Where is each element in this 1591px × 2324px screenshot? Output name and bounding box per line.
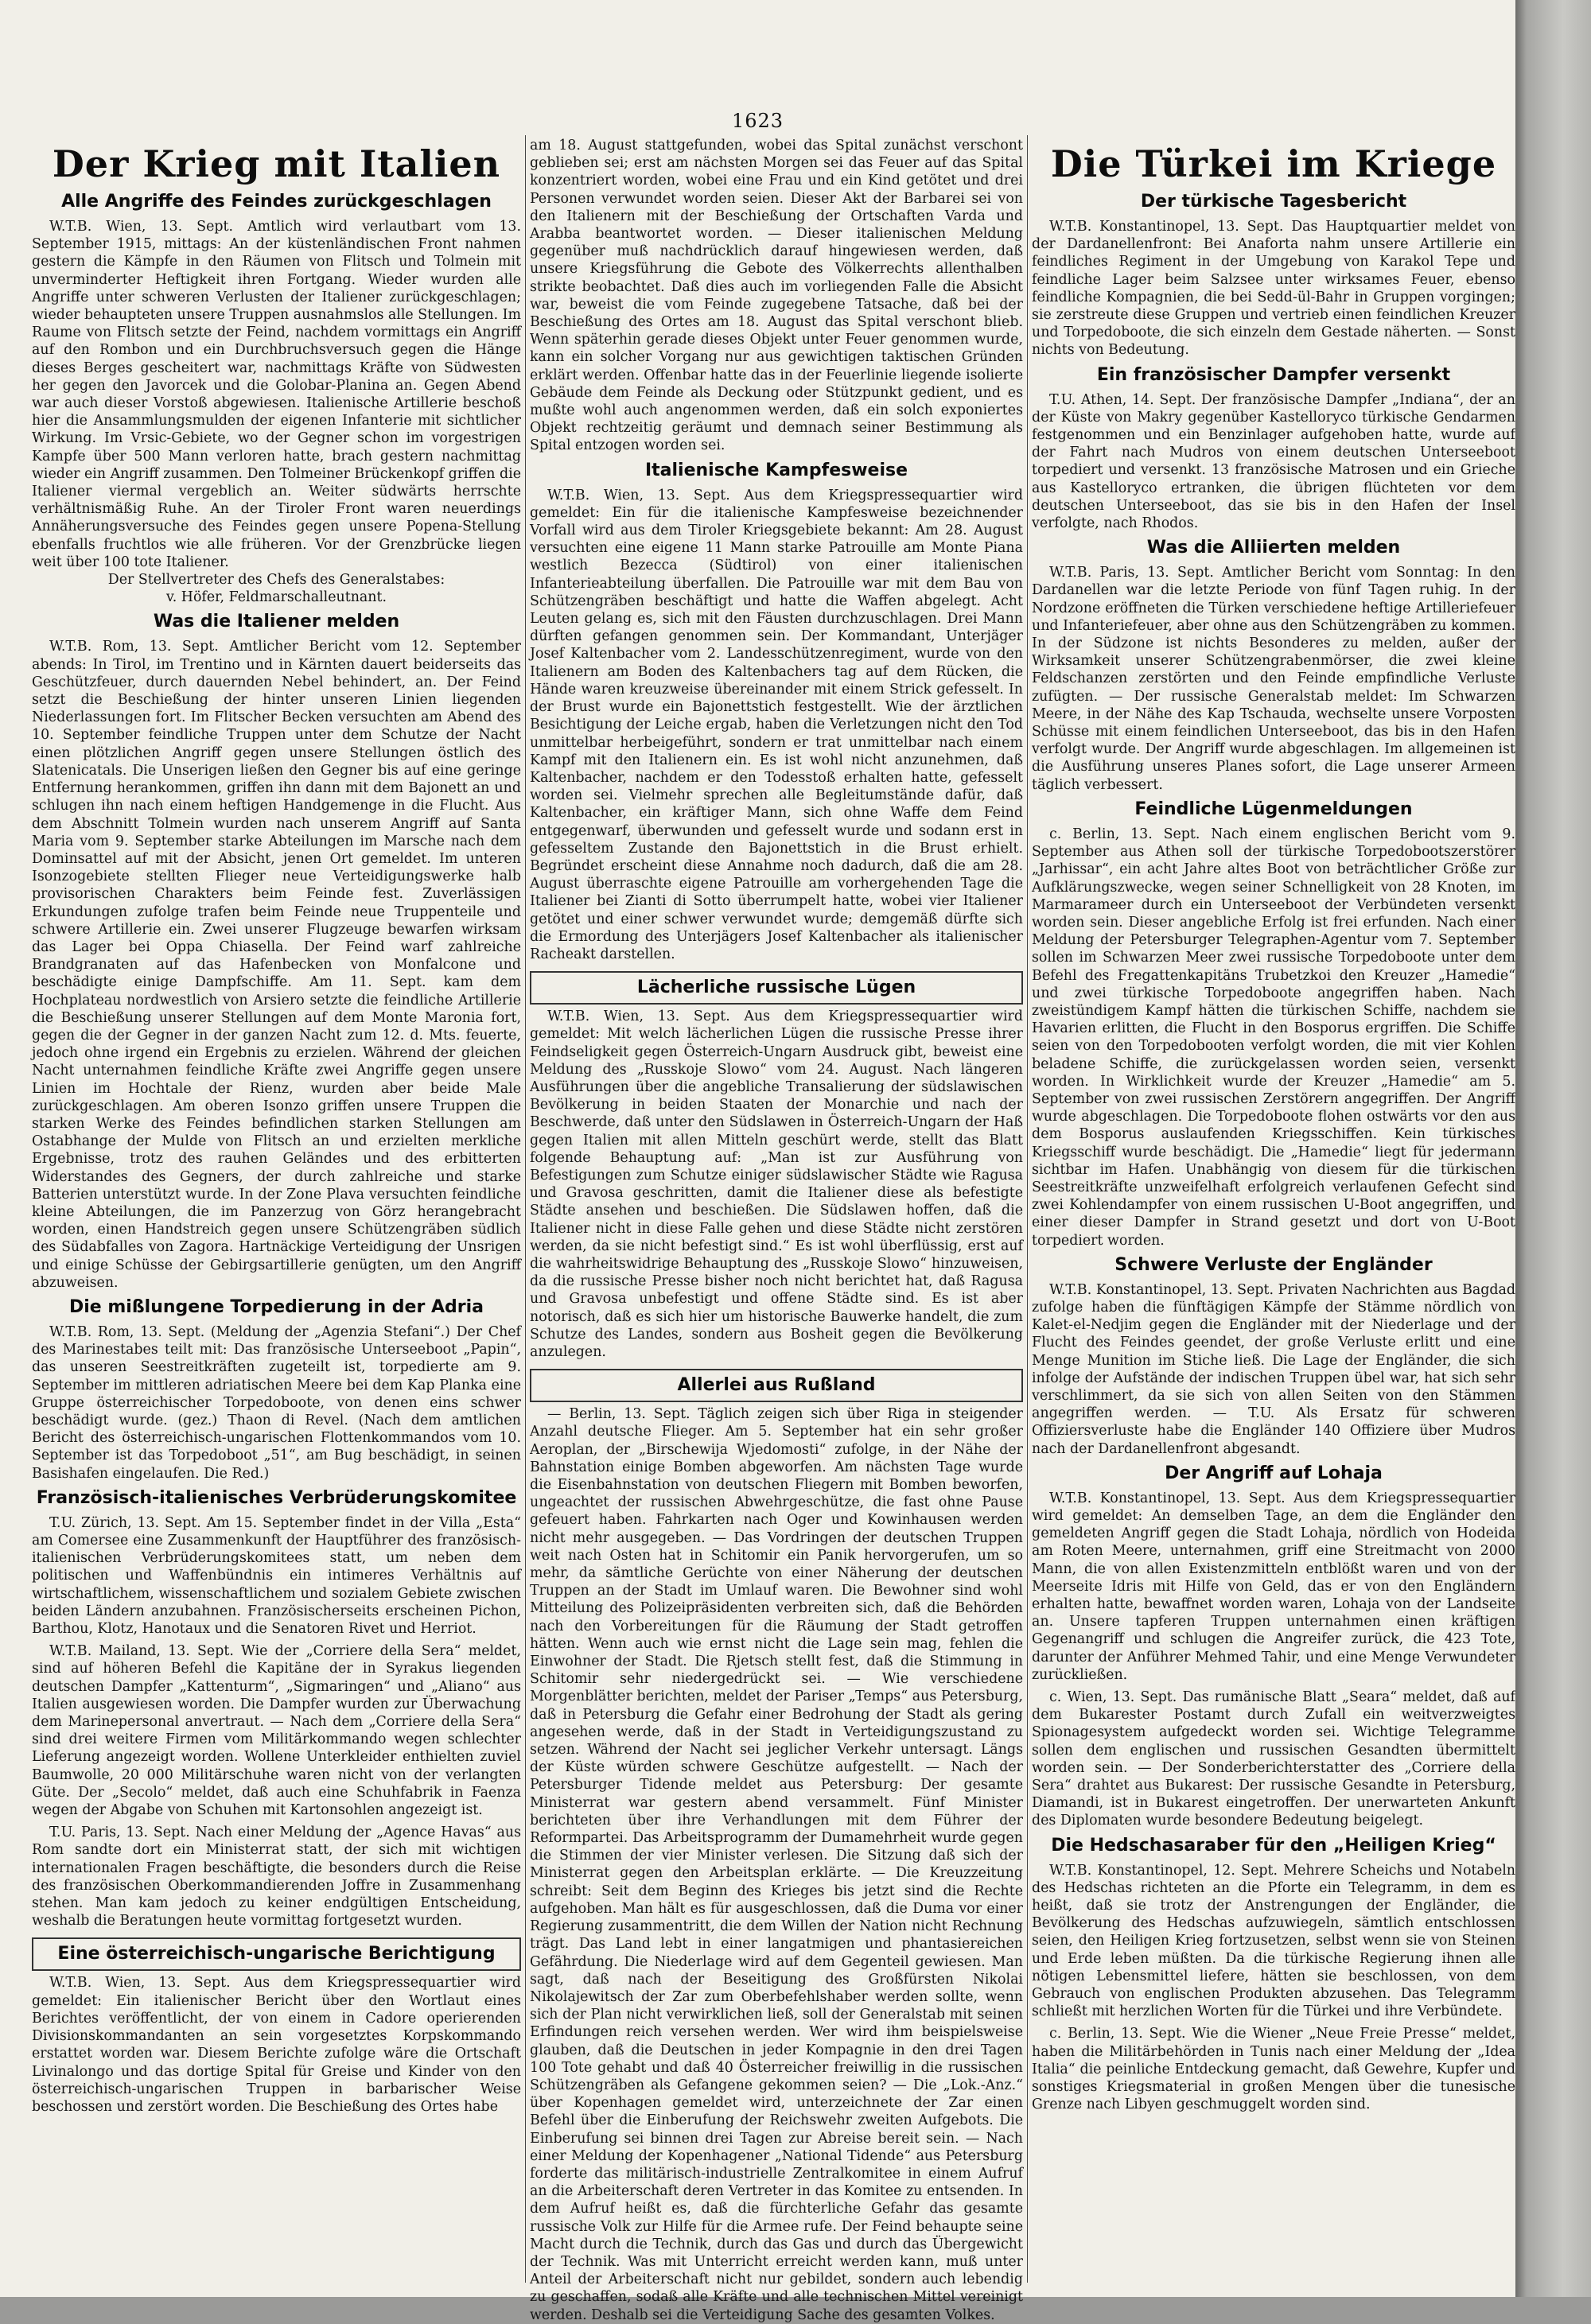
article-text: W.T.B. Mailand, 13. Sept. Wie der „Corriere della Sera“ meldet, sind auf höheren Befehl die Kapitäne der in Syrakus liegenden deutschen Dampfer „Kattenturm“, „Sigmaringen“ und „Aliano“ aus Italien ausgewiesen worden. Die Dampfer wurden zur Überwachung dem Marinepersonal anvertraut. — Nach dem „Corriere della Sera“ sind drei weitere Firmen vom Militärkommando wegen schlechter Lieferung angezeigt worden. Wollene Unterkleider enthielten zuviel Baumwolle, 20 000 Militärschuhe waren nicht von der verlangten Güte. Der „Secolo“ meldet, daß auch eine Schuhfabrik in Faenza wegen der Abgabe von Schuhen mit Kartonsohlen angezeigt ist. xyxy=(32,1643,521,1819)
article-title: Eine österreichisch-ungarische Berichtigung xyxy=(57,1944,496,1965)
article-signature: Der Stellvertreter des Chefs des Generalstabes: xyxy=(107,572,445,589)
article-title: Schwere Verluste der Engländer xyxy=(1114,1254,1433,1275)
article-text: W.T.B. Rom, 13. Sept. (Meldung der „Agenzia Stefani“.) Der Chef des Marinestabes teilt mit: Das französische Unterseeboot „Papin“, das unseren Seestreitkräften zugeteilt ist, torpedierte am 9. September im mittleren adriatischen Meere bei dem Kap Planka eine Gruppe österreichischer Torpedoboote, von denen eins schwer beschädigt wurde. (gez.) Thaon di Revel. (Nach dem amtlichen Bericht des österreichisch-ungarischen Flottenkommandos vom 10. September ist das Torpedoboot „51“, am Bug beschädigt, in seinen Basishafen eingelaufen. Die Red.) xyxy=(32,1323,521,1482)
article-title: Die mißlungene Torpedierung in der Adria xyxy=(68,1296,484,1317)
article-text: W.T.B. Konstantinopel, 13. Sept. Aus dem Kriegspressequartier wird gemeldet: An demselben Tage, an dem die Engländer den gemeldeten Angriff gegen die Stadt Lohaja, nördlich von Hodeida am Roten Meere, unternahmen, griff eine Streitmacht von 2000 Mann, die von allen Existenzmitteln entblößt waren und von der Meerseite Idris mit Hilfe von Geld, das er von den Engländern erhalten hatte, bewaffnet worden waren, Lohaja von der Landseite an. Unsere tapferen Truppen unternahmen einen kräftigen Gegenangriff und schlugen die Angreifer zurück, die 423 Tote, darunter der Anführer Mehmed Tahir, und eine Menge Verwundeter zurückließen. xyxy=(1032,1490,1515,1683)
article-text: W.T.B. Paris, 13. Sept. Amtlicher Bericht vom Sonntag: In den Dardanellen war die letzte Periode von fünf Tagen ruhig. In der Nordzone eröffneten die Türken verschiedene heftige Artilleriefeuer und Infanteriefeuer, aber ohne aus den Schützengräben zu kommen. In der Südzone ist nichts Besonderes zu melden, außer der Wirksamkeit unserer Schützengrabenmörser, die zwei kleine Feldschanzen zerstörten und den Feinde empfindliche Verluste zufügten. — Der russische Generalstab meldet: Im Schwarzen Meere, in der Nähe des Kap Tschauda, wechselte unsere Vorposten Schüsse mit einem feindlichen Unterseeboot, das bis in den Hafen verfolgt wurde. Der Angriff wurde abgeschlagen. Im allgemeinen ist die Ausführung unseres Planes sofort, die Lage unserer Armeen täglich verbessert. xyxy=(1032,565,1515,793)
article-title: Was die Italiener melden xyxy=(153,612,400,632)
article-text: W.T.B. Rom, 13. Sept. Amtlicher Bericht vom 12. September abends: In Tirol, im Trentino und in Kärnten dauert beiderseits das Geschützfeuer, durch dauernden Nebel behindert, an. Der Feind setzt die Beschießung der hinter unseren Linien liegenden Niederlassungen fort. Im Flitscher Becken versuchten am Abend des 10. September feindliche Truppen unter dem Schutze der Nacht einen plötzlichen Angriff gegen unsere Stellungen östlich des Slatenicatals. Die Unserigen ließen den Gegner bis auf eine geringe Entfernung herankommen, griffen ihn dann mit dem Bajonett an und schlugen ihn nach einem heftigen Handgemenge in die Flucht. Aus dem Abschnitt Tolmein wurden nach unserem Angriff auf Santa Maria vom 9. September starke Abteilungen im Marsche nach dem Dominsattel auf mit der Absicht, jenen Ort gemeldet. Im unteren Isonzogebiete stellten Flieger neue Verteidigungswerke halb provisorischen Charakters beim Feinde fest. Zuverlässigen Erkundungen zufolge trafen beim Feinde neue Truppenteile und schwere Artillerie ein. Zwei unserer Flugzeuge bewarfen wirksam das Lager bei Oppa Chiasella. Der Feind warf zahlreiche Brandgranaten auf das Hafenbecken von Monfalcone und beschädigte einige Dampfschiffe. Am 11. Sept. kam dem Hochplateau nordwestlich von Arsiero setzte die feindliche Artillerie die Beschießung unserer Stellungen auf dem Monte Maronia fort, gegen die der Gegner in der ganzen Nacht zum 12. d. Mts. feuerte, jedoch ohne irgend ein Ergebnis zu erzielen. Während der gleichen Nacht unternahmen feindliche Kräfte zwei Angriffe gegen unsere Linien im Hochtale der Rienz, wurden aber beide Male zurückgeschlagen. Am oberen Isonzo griffen unsere Truppen die starken Werke des Feindes befindlichen starken Stellungen am Ostabhange der Mulde von Flitsch an und erzielten merkliche Ergebnisse, trotz des rauhen Geländes und des erbitterten Widerstandes des Gegners, der durch zahlreiche und starke Batterien unterstützt wurde. In der Zone Plava versuchten feindliche kleine Abteilungen, die im Panzerzug von Görz herangebracht worden, einen Handstreich gegen unsere Schützengräben südlich des Südabfalles von Zagora. Hartnäckige Verteidigung der Unsrigen und einige Schüsse der Gebirgsartillerie genügten, um den Angriff abzuweisen. xyxy=(32,639,521,1291)
article-text: W.T.B. Wien, 13. Sept. Aus dem Kriegspressequartier wird gemeldet: Mit welch lächerlichen Lügen die russische Presse ihrer Feindseligkeit gegen Österreich-Ungarn Ausdruck gibt, beweist eine Meldung des „Russkoje Slowo“ vom 24. August. Nach längeren Ausführungen über die angebliche Transalierung der südslawischen Bevölkerung in beiden Staaten der Monarchie und nach der Beschwerde, daß unter den Südslawen in Österreich-Ungarn der Haß gegen Italien mit allen Mitteln geschürt werde, stellt das Blatt folgende Behauptung auf: „Man ist zur Ausführung von Befestigungen zum Schutze einiger südslawischer Städte wie Ragusa und Gravosa geschritten, damit die Italiener diese als befestigte Städte ansehen und beschießen. Die Südslawen hoffen, daß die Italiener nicht in diese Falle gehen und diese Städte nicht zerstören werden, da sie nicht befestigt sind.“ Es ist wohl überflüssig, erst auf die wahrheitswidrige Behauptung des „Russkoje Slowo“ hinzuweisen, da die russische Presse bisher noch nicht berichtet hat, daß Ragusa und Gravosa unbefestigt und offene Städte sind. Es ist aber notorisch, daß es sich hier um historische Bauwerke handelt, die zum Schutze des Landes, sondern aus Bosheit gegen die Bevölkerung anzulegen. xyxy=(530,1008,1023,1360)
article-title: Der Angriff auf Lohaja xyxy=(1165,1463,1383,1483)
article-text: c. Berlin, 13. Sept. Nach einem englischen Bericht vom 9. September aus Athen soll der türkische Torpedobootszerstörer „Jarhissar“, ein acht Jahre altes Boot von beträchtlicher Größe zur Aufklärungszwecke, wegen seiner Schnelligkeit von 28 Knoten, im Marmarameer durch ein Unterseeboot der Verbündeten versenkt worden sein. Dieser angebliche Erfolg ist frei erfunden. Nach einer Meldung der Petersburger Telegraphen-Agentur vom 7. September sollen im Schwarzen Meer zwei russische Torpedoboote unter dem Befehl des Fregattenkapitäns Trubetzkoi den Kreuzer „Hamedie“ und zwei türkische Torpedoboote angegriffen haben. Nach zweistündigem Kampf hätten die türkischen Schiffe, nachdem sie Havarien erlitten, die Flucht in den Bosporus ergriffen. Die Schiffe seien von den Torpedobooten verfolgt worden, die mit vier Kohlen beladene Schiffe, die zurückgelassen worden seien, versenkt worden. In Wirklichkeit wurde der Kreuzer „Hamedie“ am 5. September von zwei russischen Zerstörern angegriffen. Der Angriff wurde abgeschlagen. Die Torpedoboote flohen ostwärts vor den aus dem Bosporus auslaufenden Kriegsschiffen. Kein türkisches Kriegsschiff wurde beschädigt. Die „Hamedie“ liegt für jedermann sichtbar im Hafen. Unabhängig von diesem für die türkischen Seestreitkräfte unzweifelhaft erfolgreich verlaufenen Gefecht sind zwei Kohlendampfer von einem russischen U-Boot angegriffen, und einer dieser Dampfer in Strand gesetzt und dort von U-Boot torpediert worden. xyxy=(1032,826,1515,1249)
boxed-article xyxy=(530,971,1023,1005)
article-text: W.T.B. Konstantinopel, 12. Sept. Mehrere Scheichs und Notabeln des Hedschas richteten an die Pforte ein Telegramm, in dem es heißt, daß sie trotz der Anstrengungen der Engländer, die Bevölkerung des Hedschas aufzuwiegeln, sämtlich entschlossen seien, den Heiligen Krieg fortzusetzen, selbst wenn sie von Steinen und Erde leben müßten. Da die türkische Regierung ihnen alle nötigen Lebensmittel liefere, hätten sie beschlossen, von dem Gebrauch von englischen Produkten abzusehen. Das Telegramm schließt mit herzlichen Worten für die Türkei und ihre Verbündete. xyxy=(1032,1862,1515,2020)
column-rule xyxy=(1027,135,1028,2283)
article-title: Was die Alliierten melden xyxy=(1146,538,1401,558)
article-text: T.U. Paris, 13. Sept. Nach einer Meldung der „Agence Havas“ aus Rom sandte dort ein Ministerrat statt, der sich mit wichtigen internationalen Fragen beschäftigte, die besonders durch die Reise des französischen Oberkommandierenden Joffre in Zusammenhang stehen. Man kam jedoch zu keiner endgültigen Entscheidung, weshalb die Beratungen heute vormittag fortgesetzt wurden. xyxy=(32,1825,521,1930)
left-column xyxy=(32,137,521,2284)
article-title: Der türkische Tagesbericht xyxy=(1140,192,1407,212)
article-text: — Berlin, 13. Sept. Täglich zeigen sich über Riga in steigender Anzahl deutsche Flieger. Am 5. September hat ein sehr großer Aeroplan, der „Birschewija Wjedomosti“ zufolge, in der Nähe der Bahnstation einige Bomben abgeworfen. Am nächsten Tage wurde die Eisenbahnstation von deutschen Fliegern mit Bomben beworfen, ungeachtet der russischen Abwehrgeschütze, die fast ohne Pause gefeuert haben. Fahrkarten nach Oger und Kowinhausen werden nicht mehr ausgegeben. — Das Vordringen der deutschen Truppen weit nach Osten hat in Schitomir ein Panik hervorgerufen, um so mehr, da sämtliche Gerüchte von einer Näherung der deutschen Truppen an der Stadt im Umlauf waren. Die Bewohner sind wohl Mitteilung des Polizeipräsidenten verbreiten sich, daß die Behörden nach den Vorbereitungen für die Räumung der Stadt getroffen hätten. Wenn auch wie ernst nicht die Lage sein mag, fehlen die Einwohner der Stadt. Die Rjetsch stellt fest, daß die Stimmung in Schitomir sehr niedergedrückt sei. — Wie verschiedene Morgenblätter berichten, meldet der Pariser „Temps“ aus Petersburg, daß in Petersburg die Gefahr einer Bedrohung der Stadt als gering angesehen werde, daß in der Stadt in Verteidigungszustand zu setzen. Während der Nacht sei jeglicher Verkehr untersagt. Längs der Küste würden schwere Geschütze aufgestellt. — Nach der Petersburger Tidende meldet aus Petersburg: Der gesamte Ministerrat war gestern abend versammelt. Fünf Minister berichteten über ihre Verhandlungen mit dem Führer der Reformpartei. Das Arbeitsprogramm der Dumamehrheit wurde gegen die Stimmen der vier Minister verlesen. Die Sitzung daß sich der Ministerrat gegen den Arbeitsplan erklärte. — Die Kreuzzeitung schreibt: Seit dem Beginn des Krieges bis jetzt sind die Rechte aufgehoben. Man hält es für ausgeschlossen, daß die Duma vor einer Regierung zusammentritt, die dem Willen der Nation nicht Rechnung trägt. Das Land lebt in einer langatmigen und phantasiereichen Gefährdung. Die Niederlage wird auf dem Gegenteil gewiesen. Man sagt, daß nach der Beseitigung des Großfürsten Nikolai Nikolajewitsch der Zar zum Oberbefehlshaber werden sollte, wenn sich der Plan nicht verwirklichen ließ, soll der Generalstab mit seinen Erfindungen reich versehen werden. Wer wird ihm beispielsweise glauben, daß die Deutschen in jeder Kompagnie in den drei Tagen 100 Tote gehabt und daß 40 Österreicher freiwillig in die russischen Schützengräben als Gefangene gekommen seien? — Die „Lok.-Anz.“ über Kopenhagen gemeldet wird, unterzeichnete der Zar einen Befehl über die Einberufung der Reichswehr zweiten Aufgebots. Die Einberufung sei binnen drei Tagen zur Abreise bereit sein. — Nach einer Meldung der Kopenhagener „National Tidende“ aus Petersburg forderte das militärisch-industrielle Zentralkomitee in einem Aufruf an die Arbeiterschaft deren Vertreter in das Komitee zu entsenden. In dem Aufruf heißt es, daß die fürchterliche Gefahr das gesamte russische Volk zur Hilfe für die Armee rufe. Der Feind behaupte seine Macht durch die Technik, durch das Gas und durch das Übergewicht der Technik. Was mit Unterricht erreicht werden kann, muß unter Anteil der Arbeiterschaft nicht nur gebildet, sondern auch lebendig zu geschaffen, sodaß alle Kräfte und alle technischen Mittel vereinigt werden. Deshalb sei die Verteidigung Sache des gesamten Volkes. xyxy=(530,1406,1023,2323)
boxed-article xyxy=(32,1937,521,1971)
article-text: W.T.B. Konstantinopel, 13. Sept. Das Hauptquartier meldet von der Dardanellenfront: Bei Anaforta nahm unsere Artillerie ein feindliches Regiment in der Umgebung von Karakol Tepe und feindliche Lager beim Salzsee unter wirksames Feuer, ebenso feindliche Kompagnien, die bei Sedd-ül-Bahr in Gruppen vorgingen; sie zerstreute diese Gruppen und vertrieb einen feindlichen Kreuzer und Torpedoboote, die sich einzeln dem Gestade näherten. — Sonst nichts von Bedeutung. xyxy=(1032,219,1515,359)
column-rule xyxy=(525,135,526,2283)
article-text: T.U. Zürich, 13. Sept. Am 15. September findet in der Villa „Esta“ am Comersee eine Zusammenkunft der Hauptführer des französisch-italienischen Verbrüderungskomitees statt, um neben dem politischen und Waffenbündnis ein intimeres Verhältnis auf wirtschaftlichem, wissenschaftlichem und sozialem Gebiete zwischen beiden Ländern anzubahnen. Französischerseits erscheinen Pichon, Barthou, Klotz, Hanotaux und die Senatoren Rivet und Herriot. xyxy=(32,1514,521,1638)
article-text: W.T.B. Konstantinopel, 13. Sept. Privaten Nachrichten aus Bagdad zufolge haben die fünftägigen Kämpfe der Stämme nördlich von Kalet-el-Nedjim gegen die Engländer mit der Niederlage und der Flucht des Feindes geendet, der große Verluste erlitt und eine Menge Munition im Stiche ließ. Die Lage der Engländer, die sich infolge der Aufstände der indischen Truppen übel war, hat sich sehr verschlimmert, da sie sich von allen Seiten von den Stämmen angegriffen werden. — T.U. Als Ersatz für schweren Offiziersverluste habe die Engländer 140 Offiziere über Mudros nach der Dardanellenfront abgesandt. xyxy=(1032,1281,1515,1457)
article-text: W.T.B. Wien, 13. Sept. Aus dem Kriegspressequartier wird gemeldet: Ein italienischer Bericht über den Wortlaut eines Berichtes veröffentlicht, der von einem in Cadore operierenden Divisionskommandanten an sein vorgesetztes Korpskommando erstattet worden war. Diesem Berichte zufolge wäre die Ortschaft Livinalongo und das dortige Spital für Greise und Kinder von den österreichisch-ungarischen Truppen in barbarischer Weise beschossen und zerstört worden. Die Beschießung des Ortes habe xyxy=(32,1975,521,2115)
right-column xyxy=(1032,137,1515,2284)
article-text: T.U. Athen, 14. Sept. Der französische Dampfer „Indiana“, der an der Küste von Makry gegenüber Kastellorycо türkische Gendarmen festgenommen und ein Benzinlager aufgehoben hatte, wurde auf der Fahrt nach Mudros von einem deutschen Unterseeboot torpediert und versenkt. 13 französische Matrosen und ein Grieche aus Kastellorycо ertranken, die übrigen flüchteten vor dem deutschen Unterseeboot, das sie bis in den Hafen der Insel verfolgte, nach Rhodos. xyxy=(1032,391,1515,532)
article-signature: v. Höfer, Feldmarschalleutnant. xyxy=(165,589,387,606)
page-number: 1623 xyxy=(731,110,784,132)
article-text: W.T.B. Wien, 13. Sept. Amtlich wird verlautbart vom 13. September 1915, mittags: An der küstenländischen Front nahmen gestern die Kämpfe in den Räumen von Flitsch und Tolmein mit unverminderter Heftigkeit ihren Fortgang. Wieder wurden alle Angriffe unter schweren Verlusten der Italiener zurückgeschlagen; wieder behaupteten unsere Truppen ausnahmslos alle Stellungen. Im Raume von Flitsch setzte der Feind, nachdem vormittags ein Angriff auf den Rombon und ein Durchbruchsversuch gegen die Hänge dieses Berges gescheitert war, nachmittags Kräfte von Südwesten her gegen den Javorcek und die Golobar-Planina an. Gegen Abend war auch dieser Vorstoß abgewiesen. Italienische Artillerie beschoß hier die Ansammlungsmulden der eigenen Infanterie mit sichtlicher Wirkung. Im Vrsic-Gebiete, wo der Gegner schon im vorgestrigen Kampfe über 500 Mann verloren hatte, brach gestern nachmittag wieder ein Angriff zusammen. Den Tolmeiner Brückenkopf griffen die Italiener viermal vergeblich an. Weiter südwärts herrschte verhältnismäßig Ruhe. An der Tiroler Front waren neuerdings Annäherungsversuche des Feindes gegen unsere Popena-Stellung ebenfalls fruchtlos wie alle früheren. Vor der Grenzbrücke liegen weit über 100 tote Italiener. xyxy=(32,219,521,570)
article-text: am 18. August stattgefunden, wobei das Spital zunächst verschont geblieben sei; erst am nächsten Morgen sei das Feuer auf das Spital konzentriert worden, wobei eine Frau und ein Kind getötet und drei Personen verwundet worden seien. Dieser Akt der Barbarei sei von den Italienern mit der Beschießung der Ortschaften Varda und Arabba beantwortet worden. — Dieser italienischen Meldung gegenüber muß nachdrücklich darauf hingewiesen werden, daß unsere Kriegsführung die Gebote des Völkerrechts allenthalben strikte beobachtet. Daß dies auch im vorliegenden Falle die Absicht war, beweist die vom Feinde zugegebene Tatsache, daß bei der Beschießung des Ortes am 18. August das Spital verschont blieb. Wenn späterhin gerade dieses Objekt unter Feuer genommen wurde, kann ein solcher Vorgang nur aus gewichtigen taktischen Gründen erklärt werden. Offenbar hatte das in der Feuerlinie liegende isolierte Gebäude dem Feinde als Deckung oder Stützpunkt gedient, und es mußte wohl auch angenommen werden, daß ein solch exponiertes Objekt rechtzeitig geräumt und demnach seiner Bestimmung als Spital entzogen worden sei. xyxy=(530,138,1023,454)
middle-column xyxy=(530,137,1023,2323)
article-title: Die Hedschasaraber für den „Heiligen Krieg“ xyxy=(1051,1835,1496,1856)
article-title: Alle Angriffe des Feindes zurückgeschlagen xyxy=(61,192,492,212)
article-title: Allerlei aus Rußland xyxy=(677,1375,876,1396)
main-heading-turkey: Die Türkei im Kriege xyxy=(1050,142,1497,185)
article-text: c. Wien, 13. Sept. Das rumänische Blatt „Seara“ meldet, daß auf dem Bukarester Postamt durch Zufall ein weitverzweigtes Spionagesystem aufgedeckt worden sei. Wichtige Telegramme sollen dem englischen und russischen Gesandten übermittelt worden sein. — Der Sonderberichterstatter des „Corriere della Sera“ drahtet aus Bukarest: Der russische Gesandte in Petersburg, Diamandi, ist in Bukarest eingetroffen. Der unerwarteten Ankunft des Diplomaten wurde besondere Bedeutung beigelegt. xyxy=(1032,1689,1515,1829)
article-text: W.T.B. Wien, 13. Sept. Aus dem Kriegspressequartier wird gemeldet: Ein für die italienische Kampfesweise bezeichnender Vorfall wird aus dem Tiroler Kriegsgebiete bekannt: Am 28. August versuchten eine eigene 11 Mann starke Patrouille am Monte Piana westlich Bezecca (Südtirol) von einer italienischen Infanterieabteilung überfallen. Die Patrouille war mit dem Bau von Schützengräben beschäftigt und hatte die Waffen abgelegt. Acht Leuten gelang es, sich mit den Fäusten durchzuschlagen. Drei Mann dürften gefangen genommen sein. Der Kommandant, Unterjäger Josef Kaltenbacher vom 2. Landesschützenregiment, wurde von den Italienern am Boden des Kaltenbachers tag auf dem Rücken, die Hände waren kreuzweise übereinander mit einem Strick gefesselt. In der Brust wurde ein Bajonettstich festgestellt. Wie der ärztlichen Besichtigung der Leiche ergab, haben die Verletzungen nicht den Tod unmittelbar herbeigeführt, sondern er trat unmittelbar nach einem Kampf mit den Italienern ein. Es ist wohl nicht anzunehmen, daß Kaltenbacher, nachdem er den Todesstoß erhalten hatte, gefesselt worden sei. Vielmehr sprechen alle Begleitumstände dafür, daß Kaltenbacher, ein kräftiger Mann, sich ohne Waffe dem Feind entgegenwarf, überwunden und gefesselt wurde und sodann erst in gefesseltem Zustande den Bajonettstich in die Brust erhielt. Begründet erscheint diese Annahme noch dadurch, daß die am 28. August überraschte eigene Patrouille am vorhergehenden Tage die Italiener bei Zianti di Sotto überrumpelt hatte, wobei vier Italiener getötet und einer schwer verwundet wurde; demgemäß dürfte sich die Ermordung des Unterjägers Josef Kaltenbacher als italienischer Racheakt darstellen. xyxy=(530,487,1023,962)
article-text: c. Berlin, 13. Sept. Wie die Wiener „Neue Freie Presse“ meldet, haben die Militärbehörden in Tunis nach einer Meldung der „Idea Italia“ die peinliche Entdeckung gemacht, daß Gewehre, Kupfer und sonstiges Kriegsmaterial in großen Mengen über die tunesische Grenze nach Libyen geschmuggelt worden sind. xyxy=(1032,2026,1515,2113)
article-title: Italienische Kampfesweise xyxy=(644,460,908,480)
article-title: Lächerliche russische Lügen xyxy=(636,977,916,998)
article-title: Feindliche Lügenmeldungen xyxy=(1134,799,1413,819)
main-heading-italy: Der Krieg mit Italien xyxy=(52,142,501,185)
binding-edge xyxy=(1515,0,1591,2297)
article-title: Französisch-italienisches Verbrüderungskomitee xyxy=(36,1487,517,1508)
boxed-article xyxy=(530,1369,1023,1402)
article-title: Ein französischer Dampfer versenkt xyxy=(1096,364,1451,385)
